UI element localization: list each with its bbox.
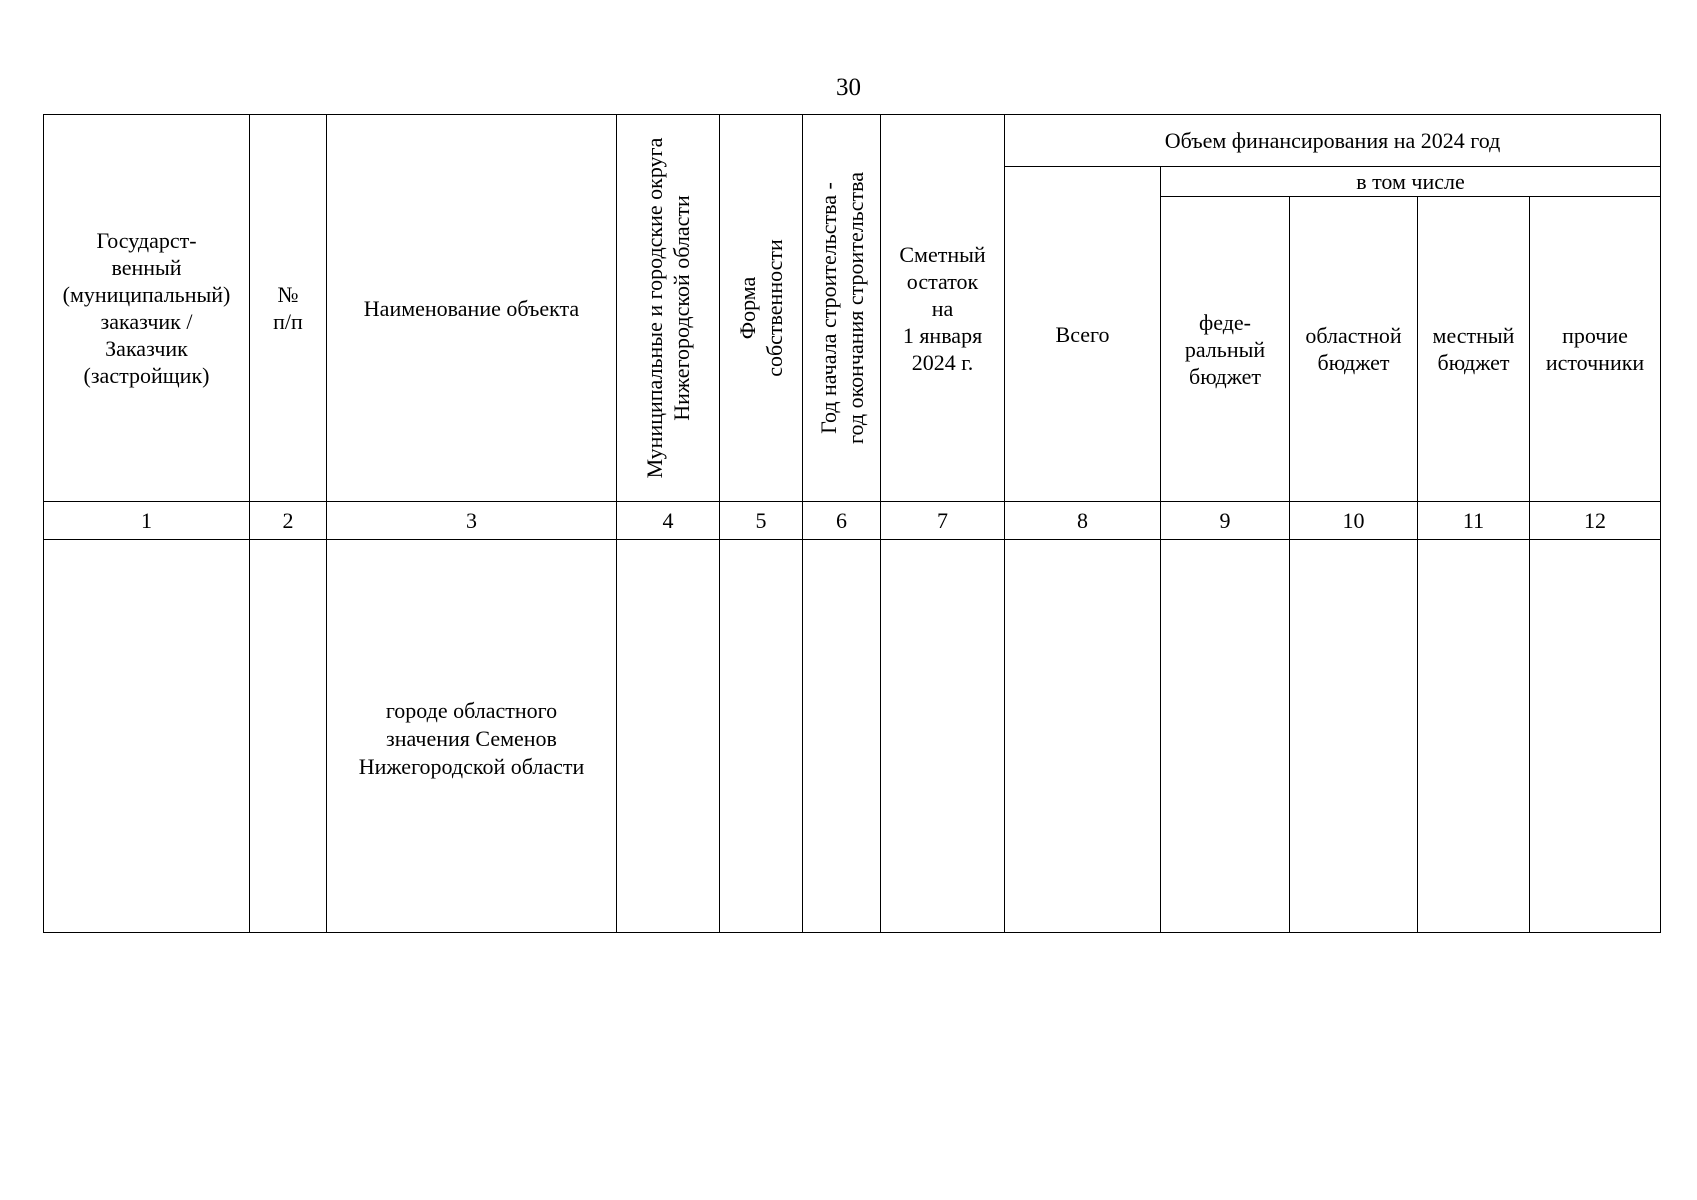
header-ownership-form xyxy=(720,115,803,502)
header-including: в том числе xyxy=(1161,167,1661,197)
column-number: 10 xyxy=(1290,502,1418,540)
text-line: остаток xyxy=(906,268,979,294)
column-number: 7 xyxy=(881,502,1005,540)
text-line: Форма xyxy=(735,276,760,340)
header-estimated-balance xyxy=(881,115,1005,502)
column-number-row xyxy=(44,502,1661,540)
cell-construction-years xyxy=(803,540,881,933)
text-line: 2024 г. xyxy=(911,349,974,375)
table-row xyxy=(44,540,1661,933)
text-line: феде- xyxy=(1198,309,1251,335)
column-number: 5 xyxy=(720,502,803,540)
column-number: 4 xyxy=(617,502,720,540)
cell-object-name xyxy=(327,540,617,933)
header-federal-budget xyxy=(1161,197,1290,502)
text-line: прочие xyxy=(1562,323,1628,348)
cell-federal-budget xyxy=(1161,540,1290,933)
header-total: Всего xyxy=(1005,167,1161,502)
text-line: Нижегородской области xyxy=(358,754,585,779)
cell-regional-budget xyxy=(1290,540,1418,933)
header-object-name: Наименование объекта xyxy=(327,115,617,502)
header-funding-group: Объем финансирования на 2024 год xyxy=(1005,115,1661,167)
cell-municipality xyxy=(617,540,720,933)
text-line: 1 января xyxy=(902,322,983,348)
text-line: (застройщик) xyxy=(83,363,210,388)
header-row-number xyxy=(250,115,327,502)
text-line: Заказчик xyxy=(105,336,188,361)
text-line: год окончания строительства xyxy=(842,172,868,444)
text-line: значения Семенов xyxy=(386,726,557,751)
text-line: на xyxy=(931,295,954,321)
cell-estimated-balance xyxy=(881,540,1005,933)
text-line: п/п xyxy=(273,309,303,334)
text-line: областной xyxy=(1305,323,1402,348)
text-line: Год начала строительства - xyxy=(815,182,841,434)
header-municipalities xyxy=(617,115,720,502)
column-number: 9 xyxy=(1161,502,1290,540)
column-number: 3 xyxy=(327,502,617,540)
text-line: Сметный xyxy=(899,241,986,267)
column-number: 1 xyxy=(44,502,250,540)
cell-customer xyxy=(44,540,250,933)
cell-row-number xyxy=(250,540,327,933)
header-customer xyxy=(44,115,250,502)
cell-total xyxy=(1005,540,1161,933)
text-line: бюджет xyxy=(1189,363,1261,389)
text-line: венный xyxy=(111,255,182,280)
header-other-sources xyxy=(1530,197,1661,502)
column-number: 6 xyxy=(803,502,881,540)
column-number: 11 xyxy=(1418,502,1530,540)
column-number: 8 xyxy=(1005,502,1161,540)
text-line: Муниципальные и городские округа xyxy=(642,137,667,479)
text-line: Нижегородской области xyxy=(669,195,694,421)
text-line: собственности xyxy=(762,239,787,377)
investment-table xyxy=(43,114,1661,933)
text-line: бюджет xyxy=(1437,350,1510,375)
text-line: городе областного xyxy=(385,698,558,723)
cell-ownership-form xyxy=(720,540,803,933)
text-line: № xyxy=(277,282,299,307)
text-line: заказчик / xyxy=(100,309,193,334)
column-number: 12 xyxy=(1530,502,1661,540)
cell-other-sources xyxy=(1530,540,1661,933)
header-regional-budget xyxy=(1290,197,1418,502)
page-number: 30 xyxy=(836,74,861,101)
header-local-budget xyxy=(1418,197,1530,502)
text-line: бюджет xyxy=(1317,350,1390,375)
text-line: Государст- xyxy=(96,228,197,253)
header-construction-years xyxy=(803,115,881,502)
cell-local-budget xyxy=(1418,540,1530,933)
column-number: 2 xyxy=(250,502,327,540)
text-line: ральный xyxy=(1184,336,1266,362)
text-line: (муниципальный) xyxy=(62,282,231,307)
text-line: источники xyxy=(1545,350,1645,375)
text-line: местный xyxy=(1432,323,1515,348)
